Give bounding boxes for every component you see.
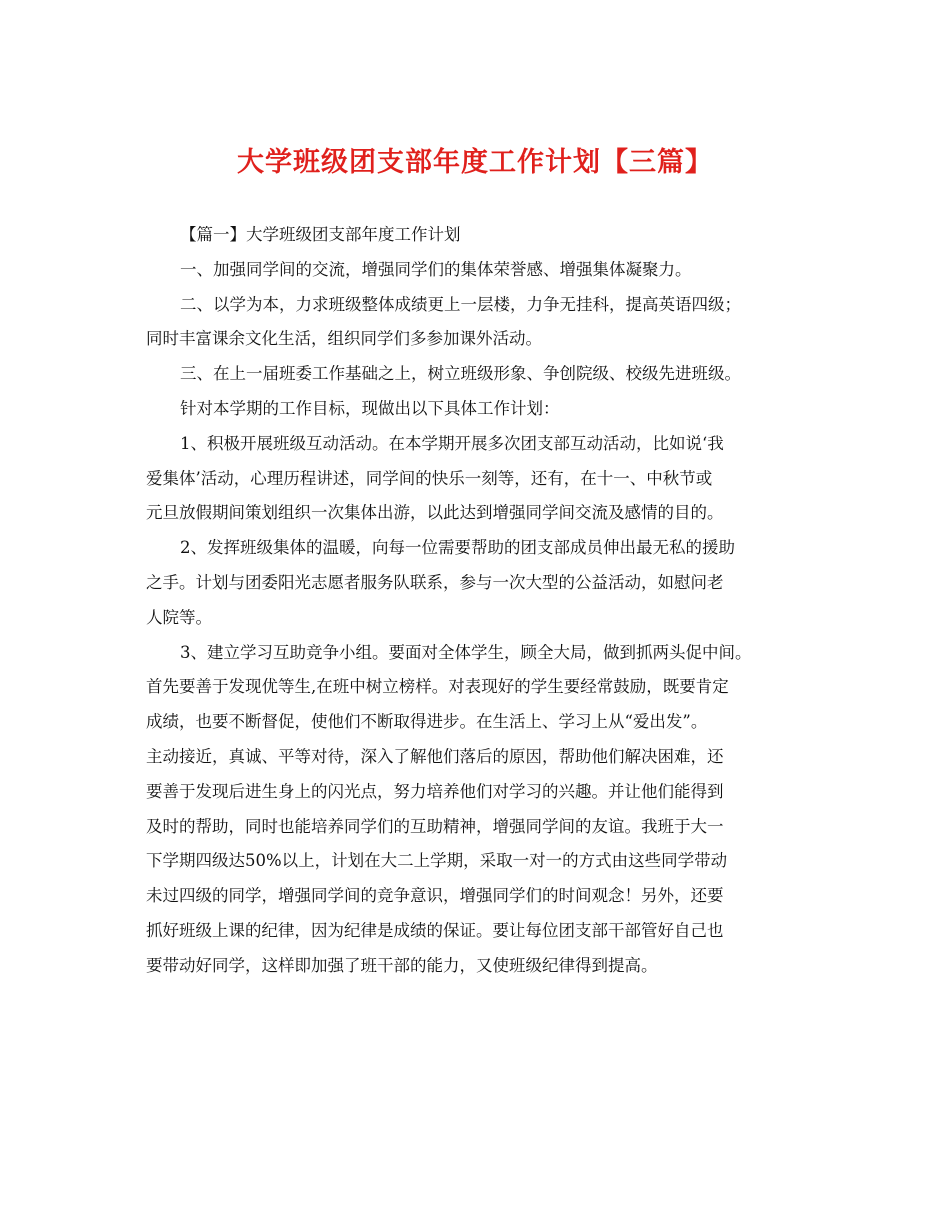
document-line: 抓好班级上课的纪律，因为纪律是成绩的保证。要让每位团支部干部管好自己也: [146, 920, 724, 940]
document-line: 【篇一】大学班级团支部年度工作计划: [180, 225, 461, 244]
document-line: 爱集体’活动，心理历程讲述，同学间的快乐一刻等，还有，在十一、中秋节或: [146, 468, 713, 488]
document-line: 二、以学为本，力求班级整体成绩更上一层楼，力争无挂科，提高英语四级；: [180, 294, 741, 314]
document-line: 下学期四级达50%以上，计划在大二上学期，采取一对一的方式由这些同学带动: [146, 851, 728, 871]
document-line: 成绩，也要不断督促，使他们不断取得进步。在生活上、学习上从“爱出发”。: [146, 712, 708, 732]
document-title: 大学班级团支部年度工作计划【三篇】: [237, 147, 713, 178]
document-line: 3、建立学习互助竞争小组。要面对全体学生，顾全大局，做到抓两头促中间。: [180, 642, 752, 662]
document-line: 人院等。: [146, 607, 212, 627]
document-line: 同时丰富课余文化生活，组织同学们多参加课外活动。: [146, 329, 542, 349]
document-line: 针对本学期的工作目标，现做出以下具体工作计划：: [180, 398, 560, 418]
document-line: 要善于发现后进生身上的闪光点，努力培养他们对学习的兴趣。并让他们能得到: [146, 781, 724, 801]
document-line: 之手。计划与团委阳光志愿者服务队联系，参与一次大型的公益活动，如慰问老: [146, 572, 724, 592]
document-line: 2、发挥班级集体的温暖，向每一位需要帮助的团支部成员伸出最无私的援助: [180, 538, 735, 558]
document-body: [146, 218, 836, 984]
document-line: 首先要善于发现优等生,在班中树立榜样。对表现好的学生要经常鼓励，既要肯定: [146, 677, 729, 697]
document-line: 未过四级的同学，增强同学间的竞争意识，增强同学们的时间观念！另外，还要: [146, 886, 724, 906]
document-line: 1、积极开展班级互动活动。在本学期开展多次团支部互动活动，比如说‘我: [180, 433, 724, 453]
document-line: 元旦放假期间策划组织一次集体出游，以此达到增强同学间交流及感情的目的。: [146, 503, 724, 523]
document-line: 一、加强同学间的交流，增强同学们的集体荣誉感、增强集体凝聚力。: [180, 259, 692, 279]
document-line: 及时的帮助，同时也能培养同学们的互助精神，增强同学间的友谊。我班于大一: [146, 816, 724, 836]
document-line: 主动接近，真诚、平等对待，深入了解他们落后的原因，帮助他们解决困难，还: [146, 746, 724, 766]
document-line: 三、在上一届班委工作基础之上，树立班级形象、争创院级、校级先进班级。: [180, 364, 741, 384]
document-line: 要带动好同学，这样即加强了班干部的能力，又使班级纪律得到提高。: [146, 955, 658, 975]
